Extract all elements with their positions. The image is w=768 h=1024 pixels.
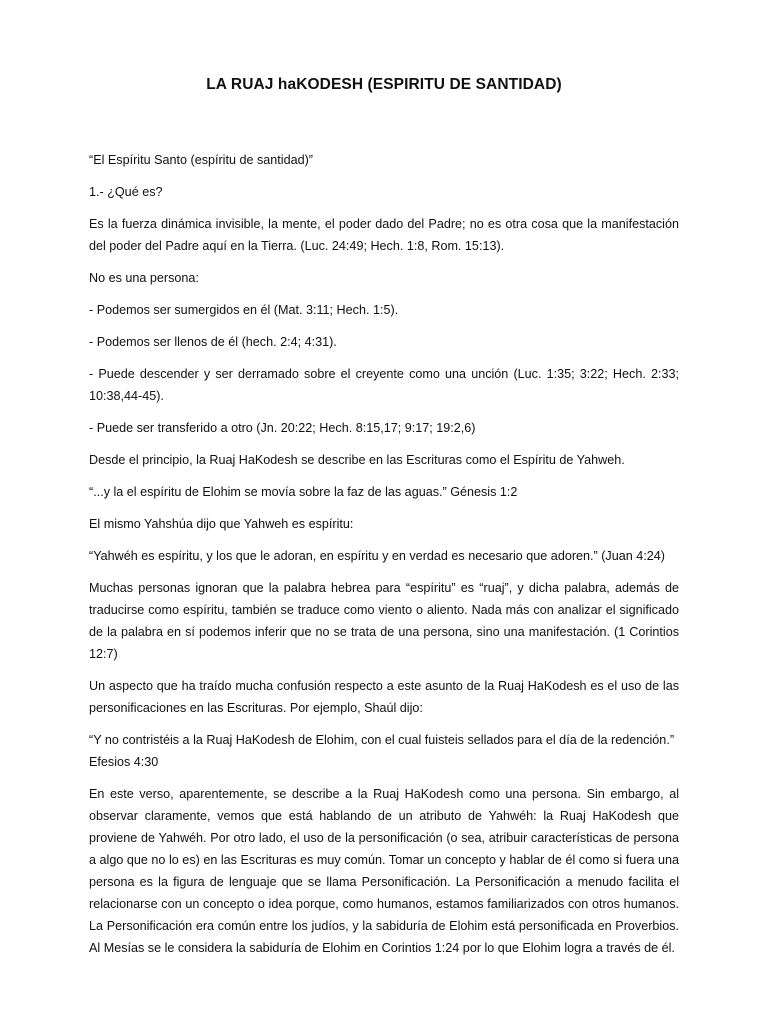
- paragraph-quote: “Y no contristéis a la Ruaj HaKodesh de Elohim, con el cual fuisteis sellados para el día de la redención.” Efesios 4:30: [89, 733, 675, 769]
- document-body: [89, 149, 679, 969]
- paragraph-text: Un aspecto que ha traído mucha confusión respecto a este asunto de la Ruaj HaKodesh es el uso de las personificaciones en las Escrituras. Por ejemplo, Shaúl dijo:: [89, 679, 679, 715]
- paragraph-definition: Es la fuerza dinámica invisible, la mente, el poder dado del Padre; no es otra cosa que la manifestación del poder del Padre aquí en la Tierra. (Luc. 24:49; Hech. 1:8, Rom. 15:13).: [89, 217, 679, 253]
- page-title: LA RUAJ haKODESH (ESPIRITU DE SANTIDAD): [206, 76, 562, 93]
- paragraph-quote: “Yahwéh es espíritu, y los que le adoran, en espíritu y en verdad es necesario que adoren.” (Juan 4:24): [89, 549, 665, 563]
- paragraph-text: El mismo Yahshúa dijo que Yahweh es espíritu:: [89, 517, 354, 531]
- paragraph-text: Muchas personas ignoran que la palabra hebrea para “espíritu” es “ruaj”, y dicha palabra, además de traducirse como espíritu, también se traduce como viento o aliento. Nada más con analizar el significado de la palabra en sí podemos inferir que no se trata de una persona, sino una manifestación. (1 Corintios 12:7): [89, 581, 679, 661]
- paragraph-list-item: - Puede ser transferido a otro (Jn. 20:22; Hech. 8:15,17; 9:17; 19:2,6): [89, 421, 476, 435]
- paragraph-text: En este verso, aparentemente, se describe a la Ruaj HaKodesh como una persona. Sin embargo, al observar claramente, vemos que está hablando de un atributo de Yahwéh: la Ruaj HaKodesh que proviene de Yahwéh. Por otro lado, el uso de la personificación (o sea, atribuir características de persona a algo que no lo es) en las Escrituras es muy común. Tomar un concepto y hablar de él como si fuera una persona es la figura de lenguaje que se llama Personificación. La Personificación a menudo facilita el relacionarse con un concepto o idea porque, como humanos, estamos familiarizados con otros humanos. La Personificación era común entre los judíos, y la sabiduría de Elohim está personificada en Proverbios. Al Mesías se le considera la sabiduría de Elohim en Corintios 1:24 por lo que Elohim logra a través de él.: [89, 787, 679, 955]
- paragraph-list-item: - Podemos ser sumergidos en él (Mat. 3:11; Hech. 1:5).: [89, 303, 399, 317]
- paragraph-subtitle-quote: “El Espíritu Santo (espíritu de santidad)”: [89, 153, 313, 167]
- paragraph-not-a-person: No es una persona:: [89, 271, 199, 285]
- paragraph-list-item: - Podemos ser llenos de él (hech. 2:4; 4:31).: [89, 335, 337, 349]
- paragraph-text: Desde el principio, la Ruaj HaKodesh se describe en las Escrituras como el Espíritu de Yahweh.: [89, 453, 625, 467]
- paragraph-section-heading: 1.- ¿Qué es?: [89, 185, 163, 199]
- paragraph-list-item: - Puede descender y ser derramado sobre el creyente como una unción (Luc. 1:35; 3:22; Hech. 2:33; 10:38,44-45).: [89, 367, 679, 403]
- paragraph-quote: “...y la el espíritu de Elohim se movía sobre la faz de las aguas.” Génesis 1:2: [89, 485, 518, 499]
